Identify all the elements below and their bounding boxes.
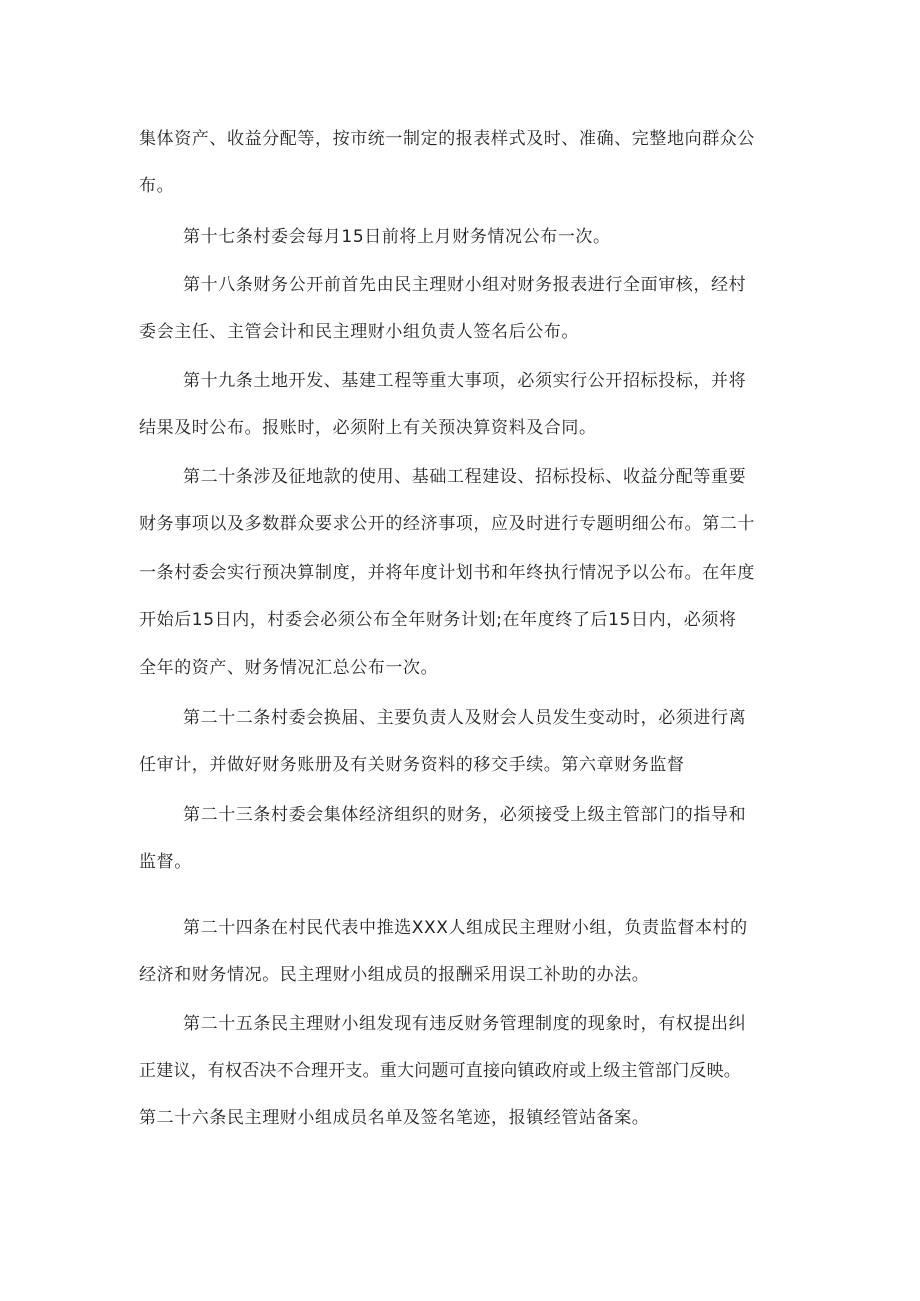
- text-line: 正建议，有权否决不合理开支。重大问题可直接向镇政府或上级主管部门反映。: [139, 1061, 741, 1081]
- text-line: 一条村委会实行预决算制度，并将年度计划书和年终执行情况予以公布。在年度: [139, 563, 755, 583]
- text-line: 开始后15日内，村委会必须公布全年财务计划;在年度终了后15日内，必须将: [139, 610, 737, 630]
- text-line: 第十九条土地开发、基建工程等重大事项，必须实行公开招标投标，并将: [183, 371, 747, 391]
- text-line: 结果及时公布。报账时，必须附上有关预决算资料及合同。: [139, 418, 597, 438]
- text-line: 第二十三条村委会集体经济组织的财务，必须接受上级主管部门的指导和: [183, 805, 747, 825]
- text-line: 第二十五条民主理财小组发现有违反财务管理制度的现象时，有权提出纠: [183, 1014, 747, 1034]
- text-line: 财务事项以及多数群众要求公开的经济事项，应及时进行专题明细公布。第二十: [139, 514, 755, 534]
- text-line: 布。: [139, 176, 175, 196]
- text-line: 第十八条财务公开前首先由民主理财小组对财务报表进行全面审核，经村: [183, 275, 747, 295]
- text-line: 第二十二条村委会换届、主要负责人及财会人员发生变动时，必须进行离: [183, 708, 747, 728]
- text-line: 第二十四条在村民代表中推选XXX人组成民主理财小组，负责监督本村的: [183, 918, 748, 938]
- text-line: 委会主任、主管会计和民主理财小组负责人签名后公布。: [139, 322, 579, 342]
- text-line: 第二十六条民主理财小组成员名单及签名笔迹，报镇经管站备案。: [139, 1108, 650, 1128]
- text-line: 集体资产、收益分配等，按市统一制定的报表样式及时、准确、完整地向群众公: [139, 129, 755, 149]
- text-line: 任审计，并做好财务账册及有关财务资料的移交手续。第六章财务监督: [139, 755, 685, 775]
- text-line: 第二十条涉及征地款的使用、基础工程建设、招标投标、收益分配等重要: [183, 467, 747, 487]
- text-line: 监督。: [139, 852, 192, 872]
- text-line: 经济和财务情况。民主理财小组成员的报酬采用误工补助的办法。: [139, 965, 650, 985]
- text-line: 全年的资产、财务情况汇总公布一次。: [139, 658, 439, 678]
- text-line: 第十七条村委会每月15日前将上月财务情况公布一次。: [183, 227, 611, 247]
